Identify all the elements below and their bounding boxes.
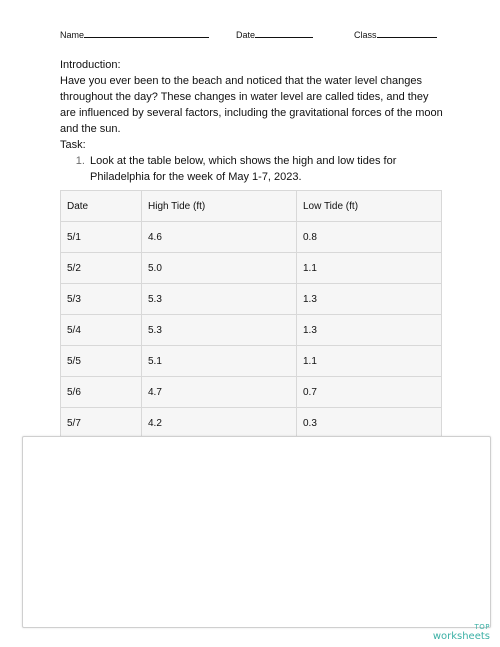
intro-heading: Introduction: — [60, 59, 121, 71]
table-cell-date: 5/4 — [61, 315, 142, 346]
table-cell-high: 5.3 — [142, 315, 297, 346]
table-cell-low: 1.1 — [297, 346, 442, 377]
table-cell-high: 5.1 — [142, 346, 297, 377]
table-cell-low: 1.3 — [297, 315, 442, 346]
table-cell-high: 4.7 — [142, 377, 297, 408]
table-cell-date: 5/2 — [61, 253, 142, 284]
date-label: Date — [236, 30, 256, 40]
table-header-high-tide: High Tide (ft) — [142, 191, 297, 222]
table-cell-low: 0.8 — [297, 222, 442, 253]
name-blank[interactable] — [84, 29, 209, 38]
logo-top-text: TOP — [474, 623, 490, 631]
task-item: 1. Look at the table below, which shows the high and low tides for Philadelphia for the week of May 1-7, 2023. — [88, 153, 445, 185]
table-cell-high: 5.3 — [142, 284, 297, 315]
table-cell-low: 1.1 — [297, 253, 442, 284]
table-cell-date: 5/1 — [61, 222, 142, 253]
date-blank[interactable] — [255, 29, 313, 38]
task-list — [60, 153, 445, 185]
table-row — [61, 253, 442, 284]
name-field[interactable] — [60, 29, 209, 40]
table-cell-date: 5/5 — [61, 346, 142, 377]
table-cell-high: 4.2 — [142, 408, 297, 439]
table-header-date: Date — [61, 191, 142, 222]
table-cell-date: 5/3 — [61, 284, 142, 315]
logo-worksheets-text: worksheets — [432, 631, 490, 642]
table-row — [61, 346, 442, 377]
date-field[interactable] — [236, 29, 313, 40]
class-field[interactable] — [354, 29, 437, 40]
name-label: Name — [60, 30, 85, 40]
table-row — [61, 315, 442, 346]
worksheet-content — [60, 57, 445, 185]
table-cell-high: 4.6 — [142, 222, 297, 253]
table-row — [61, 284, 442, 315]
table-row — [61, 408, 442, 439]
table-cell-high: 5.0 — [142, 253, 297, 284]
task-heading: Task: — [60, 139, 86, 151]
table-cell-low: 0.3 — [297, 408, 442, 439]
answer-box[interactable] — [22, 436, 491, 628]
table-cell-date: 5/7 — [61, 408, 142, 439]
class-blank[interactable] — [377, 29, 437, 38]
table-cell-low: 1.3 — [297, 284, 442, 315]
class-label: Class — [354, 30, 377, 40]
intro-body: Have you ever been to the beach and noticed that the water level changes throughout the day? These changes in water level are called tides, and they are influenced by several factors, including the gravitational forces of the moon and the sun. — [60, 75, 443, 135]
table-cell-date: 5/6 — [61, 377, 142, 408]
table-cell-low: 0.7 — [297, 377, 442, 408]
table-header-low-tide: Low Tide (ft) — [297, 191, 442, 222]
tides-table — [60, 190, 442, 439]
worksheet-header — [60, 29, 440, 40]
table-header-row — [61, 191, 442, 222]
top-worksheets-logo — [433, 623, 490, 641]
table-row — [61, 222, 442, 253]
table-row — [61, 377, 442, 408]
